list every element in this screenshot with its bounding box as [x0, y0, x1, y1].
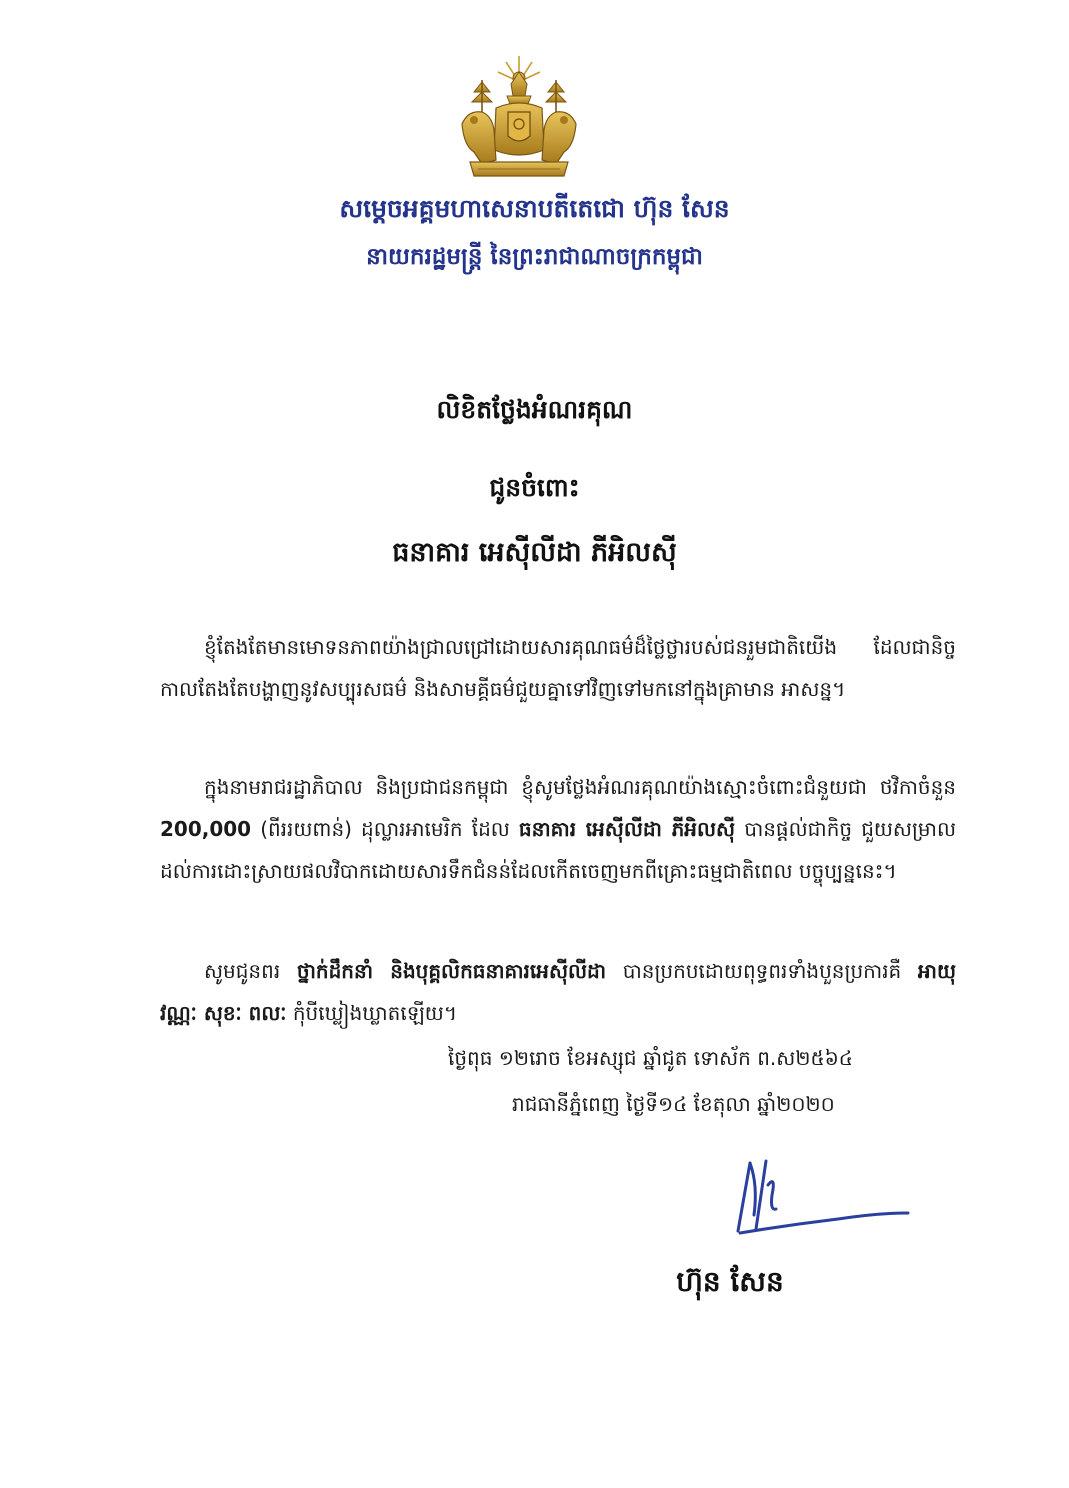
to-label: ជូនចំពោះ — [489, 473, 580, 502]
letter-heading: លិខិតថ្លែងអំណរគុណ — [436, 395, 633, 424]
header-subtitle: នាយករដ្ឋមន្ត្រី នៃព្រះរាជាណាចក្រកម្ពុជា — [366, 244, 703, 270]
paragraph-2-part-c: បានផ្តល់ជាកិច្ច ជួយសម្រាលដល់ការដោះស្រាយផលវិបាកដោយសារទឹកជំនន់ដែលកើតចេញមកពីគ្រោះធម្មជាតិពេល បច្ចុប្បន្ននេះ។ — [160, 817, 957, 883]
paragraph-3-blessings: អាយុ វណ្ណៈ សុខៈ ពលៈ — [160, 959, 956, 1025]
paragraph-1-text: ខ្ញុំតែងតែមានមោទនភាពយ៉ាងជ្រាលជ្រៅដោយសារគុណធម៌ដ៏ថ្លៃថ្លារបស់ជនរួមជាតិយើង ដែលជានិច្ចកាលតែងតែបង្ហាញនូវសប្បុរសធម៌ និងសាមគ្គីធម៌ជួយគ្នាទៅវិញទៅមកនៅក្នុងគ្រាមាន អាសន្ន។ — [160, 635, 956, 701]
paragraph-3 — [160, 950, 956, 1034]
paragraph-2-part-a: ក្នុងនាមរាជរដ្ឋាភិបាល និងប្រជាជនកម្ពុជា ខ្ញុំសូមថ្លែងអំណរគុណយ៉ាងស្មោះចំពោះជំនួយជា ថវិកាចំនួន — [204, 775, 956, 799]
paragraph-3-staff: និងបុគ្គលិកធនាគារអេស៊ីលីដា — [373, 959, 607, 983]
handwritten-signature-icon — [728, 1155, 918, 1245]
paragraph-3-leaders: ថ្នាក់ដឹកនាំ — [296, 959, 373, 983]
paragraph-1 — [160, 626, 956, 710]
paragraph-2-part-b: (ពីររយពាន់) ដុល្លារអាមេរិក ដែល — [251, 817, 519, 841]
bank-name: ធនាគារ អេស៊ីលីដា ភីអិលស៊ី — [518, 817, 736, 841]
solar-date: រាជធានីភ្នំពេញ ថ្ងៃទី១៤ ខែតុលា ឆ្នាំ២០២០ — [512, 1092, 835, 1116]
paragraph-3-part-f: កុំបីឃ្លៀងឃ្លាតឡើយ។ — [286, 1001, 458, 1025]
signer-name: ហ៊ុន សែន — [676, 1265, 784, 1298]
recipient-name: ធនាគារ អេស៊ីលីដា ភីអិលស៊ី — [392, 537, 677, 568]
header-title: សម្តេចអគ្គមហាសេនាបតីតេជោ ហ៊ុន សែន — [339, 194, 730, 223]
paragraph-3-part-d: បានប្រកបដោយពុទ្ធពរទាំងបួនប្រការគឺ — [606, 959, 918, 983]
cambodia-royal-arms-icon — [452, 52, 586, 184]
donation-amount: 200,000 — [160, 817, 252, 841]
lunar-date: ថ្ងៃពុធ ១២រោច ខែអស្សុជ ឆ្នាំជូត ទោស័ក ព.ស២៥៦៤ — [448, 1046, 853, 1070]
paragraph-2 — [160, 766, 956, 892]
paragraph-3-part-a: សូមជូនពរ — [204, 959, 297, 983]
